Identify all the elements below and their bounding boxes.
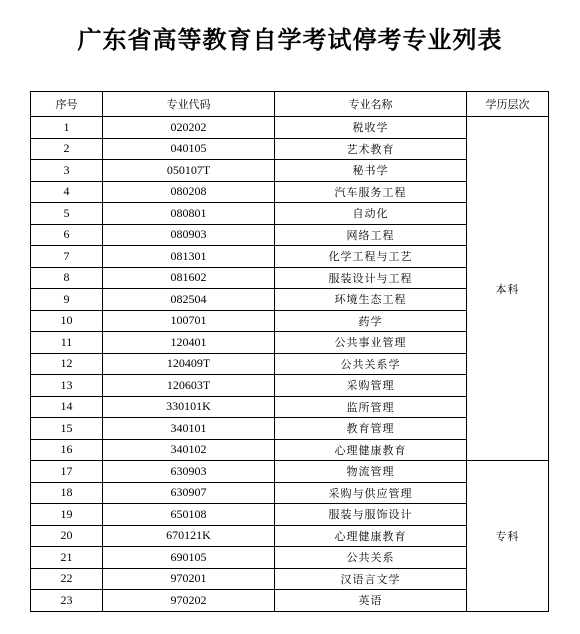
cell-major-name: 化学工程与工艺 xyxy=(275,246,467,268)
cell-major-name: 自动化 xyxy=(275,203,467,225)
cell-major-name: 监所管理 xyxy=(275,396,467,418)
cell-code: 040105 xyxy=(103,138,275,160)
cell-major-name: 汉语言文学 xyxy=(275,568,467,590)
header-level: 学历层次 xyxy=(467,92,549,117)
cell-education-level: 专科 xyxy=(467,461,549,612)
cell-seq: 20 xyxy=(31,525,103,547)
cell-major-name: 汽车服务工程 xyxy=(275,181,467,203)
cell-seq: 17 xyxy=(31,461,103,483)
cell-major-name: 心理健康教育 xyxy=(275,525,467,547)
cell-code: 080801 xyxy=(103,203,275,225)
cell-code: 630903 xyxy=(103,461,275,483)
cell-major-name: 采购与供应管理 xyxy=(275,482,467,504)
cell-seq: 13 xyxy=(31,375,103,397)
cell-seq: 15 xyxy=(31,418,103,440)
header-seq: 序号 xyxy=(31,92,103,117)
cell-major-name: 药学 xyxy=(275,310,467,332)
cell-seq: 22 xyxy=(31,568,103,590)
cell-major-name: 服装与服饰设计 xyxy=(275,504,467,526)
cell-seq: 14 xyxy=(31,396,103,418)
cell-code: 330101K xyxy=(103,396,275,418)
cell-seq: 8 xyxy=(31,267,103,289)
cell-seq: 4 xyxy=(31,181,103,203)
cell-code: 050107T xyxy=(103,160,275,182)
cell-code: 080208 xyxy=(103,181,275,203)
cell-major-name: 税收学 xyxy=(275,117,467,139)
cell-code: 340102 xyxy=(103,439,275,461)
discontinued-majors-table xyxy=(30,91,549,612)
cell-seq: 5 xyxy=(31,203,103,225)
cell-code: 081602 xyxy=(103,267,275,289)
cell-major-name: 心理健康教育 xyxy=(275,439,467,461)
cell-code: 081301 xyxy=(103,246,275,268)
cell-major-name: 网络工程 xyxy=(275,224,467,246)
cell-major-name: 采购管理 xyxy=(275,375,467,397)
cell-code: 080903 xyxy=(103,224,275,246)
cell-major-name: 公共事业管理 xyxy=(275,332,467,354)
cell-major-name: 艺术教育 xyxy=(275,138,467,160)
header-name: 专业名称 xyxy=(275,92,467,117)
cell-major-name: 英语 xyxy=(275,590,467,612)
cell-major-name: 教育管理 xyxy=(275,418,467,440)
cell-seq: 19 xyxy=(31,504,103,526)
cell-seq: 3 xyxy=(31,160,103,182)
cell-code: 340101 xyxy=(103,418,275,440)
header-code: 专业代码 xyxy=(103,92,275,117)
cell-seq: 6 xyxy=(31,224,103,246)
page-title: 广东省高等教育自学考试停考专业列表 xyxy=(77,26,503,54)
cell-major-name: 服装设计与工程 xyxy=(275,267,467,289)
cell-major-name: 物流管理 xyxy=(275,461,467,483)
cell-code: 630907 xyxy=(103,482,275,504)
cell-major-name: 公共关系学 xyxy=(275,353,467,375)
table-row xyxy=(31,117,549,139)
cell-seq: 21 xyxy=(31,547,103,569)
cell-seq: 2 xyxy=(31,138,103,160)
table-header-row xyxy=(31,92,549,117)
cell-code: 970201 xyxy=(103,568,275,590)
cell-seq: 12 xyxy=(31,353,103,375)
cell-major-name: 公共关系 xyxy=(275,547,467,569)
table-body xyxy=(31,117,549,612)
cell-seq: 1 xyxy=(31,117,103,139)
cell-code: 120401 xyxy=(103,332,275,354)
cell-code: 970202 xyxy=(103,590,275,612)
cell-code: 100701 xyxy=(103,310,275,332)
cell-seq: 16 xyxy=(31,439,103,461)
cell-seq: 9 xyxy=(31,289,103,311)
cell-education-level: 本科 xyxy=(467,117,549,461)
cell-seq: 10 xyxy=(31,310,103,332)
cell-code: 650108 xyxy=(103,504,275,526)
cell-code: 020202 xyxy=(103,117,275,139)
cell-seq: 11 xyxy=(31,332,103,354)
table-row xyxy=(31,461,549,483)
cell-major-name: 环境生态工程 xyxy=(275,289,467,311)
cell-code: 082504 xyxy=(103,289,275,311)
cell-major-name: 秘书学 xyxy=(275,160,467,182)
cell-seq: 7 xyxy=(31,246,103,268)
cell-seq: 18 xyxy=(31,482,103,504)
cell-code: 690105 xyxy=(103,547,275,569)
cell-code: 670121K xyxy=(103,525,275,547)
cell-seq: 23 xyxy=(31,590,103,612)
cell-code: 120603T xyxy=(103,375,275,397)
cell-code: 120409T xyxy=(103,353,275,375)
